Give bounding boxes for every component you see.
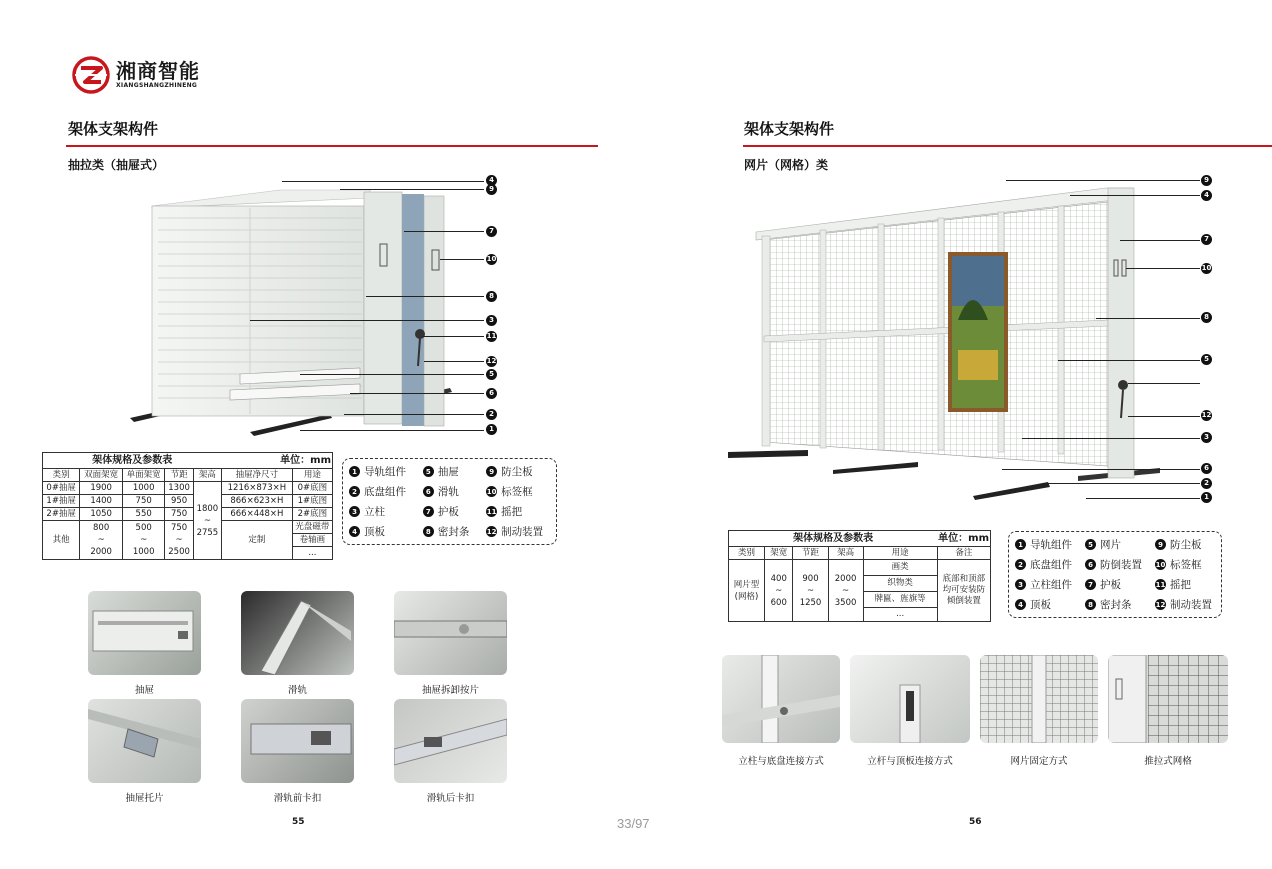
callout-line <box>1022 438 1200 439</box>
table-row <box>43 508 333 521</box>
callout-line <box>1096 318 1200 319</box>
table-cell: 0#底图 <box>292 482 332 495</box>
table-cell <box>292 521 332 560</box>
thumb-caption: 推拉式网格 <box>1144 756 1192 767</box>
legend-label: 导轨组件 <box>1030 539 1072 551</box>
range-max: 600 <box>770 597 787 608</box>
callout-2: 2 <box>486 409 497 420</box>
use-item: 卷轴画 <box>293 534 332 547</box>
callout-6: 6 <box>486 388 497 399</box>
callout-line <box>1002 469 1200 470</box>
legend-label: 制动装置 <box>501 526 544 538</box>
legend-item <box>1155 537 1215 552</box>
thumb-caption: 立杆与顶板连接方式 <box>867 756 953 767</box>
use-item: ... <box>308 548 317 558</box>
table-header: 抽屉净尺寸 <box>222 469 293 482</box>
table-cell: 750 <box>165 508 193 521</box>
callout-line <box>250 320 484 321</box>
legend-label: 密封条 <box>1100 599 1132 611</box>
table-row <box>43 482 333 495</box>
spec-table-title: 架体规格及参数表 <box>43 453 222 469</box>
legend-number: 11 <box>1155 580 1166 589</box>
table-cell: 1900 <box>80 482 123 495</box>
table-cell-height <box>193 482 221 560</box>
range-sep: ~ <box>842 585 850 596</box>
legend-item <box>486 484 550 499</box>
legend-number: 8 <box>1085 599 1096 610</box>
range-sep: ~ <box>775 585 783 596</box>
table-cell <box>80 521 123 560</box>
callout-line <box>1128 416 1200 417</box>
legend-number: 10 <box>1155 560 1166 569</box>
section-title: 架体支架构件 <box>744 120 835 138</box>
callout-line <box>424 361 484 362</box>
thumb-caption: 滑轨后卡扣 <box>426 793 475 804</box>
callout-9: 9 <box>486 184 497 195</box>
table-header: 单面架宽 <box>122 469 165 482</box>
table-cell: 1050 <box>80 508 123 521</box>
callout-11: 11 <box>486 332 497 340</box>
callout-line <box>440 259 484 260</box>
range-sep: ~ <box>806 585 815 596</box>
legend-label: 底盘组件 <box>364 486 406 498</box>
callout-10: 10 <box>486 255 497 263</box>
page-number: 56 <box>969 817 982 827</box>
legend-item <box>1085 537 1145 552</box>
legend-label: 摇把 <box>501 506 523 518</box>
use-item: 画类 <box>864 560 937 576</box>
use-item: ... <box>896 609 905 619</box>
legend-number: 2 <box>1015 559 1026 570</box>
callout-line <box>344 414 484 415</box>
legend-item <box>349 524 413 539</box>
drawer-release-photo <box>394 591 507 675</box>
table-row <box>729 560 991 622</box>
legend-number: 5 <box>423 466 434 477</box>
legend-label: 顶板 <box>1030 599 1051 611</box>
height-sep: ~ <box>203 515 211 526</box>
legend-item <box>349 464 413 479</box>
drawer-cabinet-illustration <box>130 178 460 444</box>
range-max: 3500 <box>834 597 857 608</box>
legend-label: 护板 <box>1100 579 1121 591</box>
table-header: 类别 <box>43 469 80 482</box>
range-min: 2000 <box>834 573 857 584</box>
legend-item <box>349 484 413 499</box>
thumb-caption: 抽屉托片 <box>125 793 164 804</box>
legend-number: 12 <box>486 527 497 536</box>
mesh-panel-illustration <box>728 180 1168 509</box>
callout-1: 1 <box>486 424 497 435</box>
legend-label: 摇把 <box>1170 579 1191 591</box>
brand-name-en: XIANGSHANGZHINENG <box>116 82 198 89</box>
callout-line <box>422 336 484 337</box>
legend-item <box>1085 597 1145 612</box>
thumb-caption: 滑轨前卡扣 <box>273 793 322 804</box>
legend-item <box>1155 557 1215 572</box>
callout-5: 5 <box>486 369 497 380</box>
callout-8: 8 <box>1201 312 1212 323</box>
table-cell: 1400 <box>80 495 123 508</box>
callout-line <box>300 374 484 375</box>
table-cell: 底部和顶部均可安装防倾倒装置 <box>937 560 990 622</box>
table-cell: 定制 <box>222 521 293 560</box>
callout-line <box>1120 240 1200 241</box>
legend-label: 标签框 <box>1170 559 1202 571</box>
legend-label: 底盘组件 <box>1030 559 1072 571</box>
legend-number: 4 <box>1015 599 1026 610</box>
legend-number: 7 <box>423 506 434 517</box>
page-number: 55 <box>292 817 305 827</box>
table-cell: 750 <box>122 495 165 508</box>
legend-number: 6 <box>1085 559 1096 570</box>
pole-top-photo <box>850 655 970 743</box>
callout-3: 3 <box>1201 432 1212 443</box>
legend-item <box>1015 597 1075 612</box>
range-max: 2500 <box>168 547 190 557</box>
callout-line <box>1058 360 1200 361</box>
spec-table-unit: 单位：mm <box>937 531 990 547</box>
legend-item <box>1015 537 1075 552</box>
callout-12: 12 <box>1201 411 1212 419</box>
callout-line <box>340 189 484 190</box>
legend-label: 顶板 <box>364 526 385 538</box>
legend-label: 导轨组件 <box>364 466 406 478</box>
section-title: 架体支架构件 <box>68 120 159 138</box>
height-max: 2755 <box>196 527 219 538</box>
range-min: 500 <box>135 523 152 533</box>
legend-number: 1 <box>1015 539 1026 550</box>
legend-label: 立柱 <box>364 506 385 518</box>
legend-item <box>423 464 476 479</box>
legend-number: 1 <box>349 466 360 477</box>
table-header: 架高 <box>193 469 221 482</box>
callout-9: 9 <box>1201 175 1212 186</box>
range-min: 750 <box>170 523 188 533</box>
callout-line <box>1128 383 1200 384</box>
range-sep: ~ <box>175 535 183 545</box>
rail-rear-clip-photo <box>394 699 507 783</box>
height-min: 1800 <box>196 503 219 514</box>
table-cell: 其他 <box>43 521 80 560</box>
right-page <box>636 0 1272 869</box>
range-max: 1000 <box>132 547 155 557</box>
callout-12: 12 <box>486 357 497 365</box>
table-cell <box>863 560 937 622</box>
table-cell: 1#底图 <box>292 495 332 508</box>
legend-item <box>1015 557 1075 572</box>
column-chassis-photo <box>722 655 840 743</box>
legend-item <box>1085 557 1145 572</box>
table-header: 类别 <box>729 547 765 560</box>
callout-7: 7 <box>486 226 497 237</box>
table-row <box>43 495 333 508</box>
callout-8: 8 <box>486 291 497 302</box>
table-cell: 0#抽屉 <box>43 482 80 495</box>
parts-legend <box>342 458 557 545</box>
legend-number: 7 <box>1085 579 1096 590</box>
legend-number: 3 <box>349 506 360 517</box>
thumb-caption: 抽屉 <box>134 685 154 696</box>
title-divider <box>743 145 1272 147</box>
legend-number: 6 <box>423 486 434 497</box>
callout-line <box>350 393 484 394</box>
legend-item <box>1155 597 1215 612</box>
legend-label: 防倒装置 <box>1100 559 1142 571</box>
range-sep: ~ <box>97 535 105 545</box>
spec-table-unit: 单位：mm <box>222 453 333 469</box>
table-cell: 950 <box>165 495 193 508</box>
callout-6: 6 <box>1201 463 1212 474</box>
legend-label: 标签框 <box>501 486 533 498</box>
legend-label: 防尘板 <box>1170 539 1202 551</box>
logo-icon <box>72 56 110 94</box>
range-min: 800 <box>93 523 110 533</box>
callout-line <box>1070 195 1200 196</box>
table-cell <box>793 560 828 622</box>
callout-1: 1 <box>1201 492 1212 503</box>
legend-number: 9 <box>1155 539 1166 550</box>
table-header: 备注 <box>937 547 990 560</box>
legend-number: 11 <box>486 507 497 516</box>
range-max: 1250 <box>799 597 822 608</box>
table-cell: 1#抽屉 <box>43 495 80 508</box>
table-header: 架宽 <box>765 547 793 560</box>
callout-line <box>300 430 484 431</box>
table-cell <box>765 560 793 622</box>
spec-table-title: 架体规格及参数表 <box>729 531 938 547</box>
parts-legend <box>1008 531 1222 618</box>
slide-rail-photo <box>241 591 354 675</box>
drawer-bracket-photo <box>88 699 201 783</box>
legend-number: 10 <box>486 487 497 496</box>
legend-item <box>486 464 550 479</box>
callout-line <box>1042 483 1200 484</box>
legend-item <box>486 524 550 539</box>
use-item: 牌匾、旌旗等 <box>864 592 937 608</box>
thumb-caption: 网片固定方式 <box>1010 756 1068 767</box>
brand-logo <box>72 56 200 94</box>
spec-table <box>728 530 991 622</box>
table-header: 节距 <box>165 469 193 482</box>
legend-number: 4 <box>349 526 360 537</box>
callout-line <box>366 296 484 297</box>
legend-label: 护板 <box>437 506 459 518</box>
push-pull-mesh-photo <box>1108 655 1228 743</box>
callout-line <box>1006 180 1200 181</box>
rail-front-clip-photo <box>241 699 354 783</box>
use-item: 光盘磁带 <box>293 521 332 534</box>
table-cell: 2#抽屉 <box>43 508 80 521</box>
callout-7: 7 <box>1201 234 1212 245</box>
drawer-photo <box>88 591 201 675</box>
legend-item <box>1015 577 1075 592</box>
thumb-caption: 滑轨 <box>287 685 307 696</box>
table-cell <box>828 560 863 622</box>
table-header: 用途 <box>292 469 332 482</box>
table-cell <box>165 521 193 560</box>
table-cell: 666×448×H <box>222 508 293 521</box>
table-cell: 1216×873×H <box>222 482 293 495</box>
legend-number: 12 <box>1155 600 1166 609</box>
table-header: 双面架宽 <box>80 469 123 482</box>
callout-4: 4 <box>1201 190 1212 201</box>
table-header: 架高 <box>828 547 863 560</box>
legend-number: 3 <box>1015 579 1026 590</box>
table-cell: 2#底图 <box>292 508 332 521</box>
legend-number: 5 <box>1085 539 1096 550</box>
table-cell: 550 <box>122 508 165 521</box>
callout-5: 5 <box>1201 354 1212 365</box>
legend-label: 立柱组件 <box>1030 579 1072 591</box>
table-cell: 网片型(网格) <box>729 560 765 622</box>
legend-label: 网片 <box>1100 539 1121 551</box>
legend-item <box>486 504 550 519</box>
legend-number: 9 <box>486 466 497 477</box>
sub-title: 抽拉类（抽屉式） <box>68 158 165 172</box>
callout-2: 2 <box>1201 478 1212 489</box>
spec-table <box>42 452 333 560</box>
legend-item <box>1155 577 1215 592</box>
callout-line <box>282 181 484 182</box>
legend-number: 8 <box>423 526 434 537</box>
callout-4: 4 <box>486 175 497 186</box>
title-divider <box>66 145 598 147</box>
legend-item <box>423 484 476 499</box>
sub-title: 网片（网格）类 <box>744 158 829 172</box>
legend-label: 滑轨 <box>437 486 459 498</box>
range-max: 2000 <box>90 547 112 557</box>
legend-label: 防尘板 <box>501 466 533 478</box>
thumb-caption: 抽屉拆卸按片 <box>421 685 479 696</box>
legend-item <box>349 504 413 519</box>
use-item: 织物类 <box>864 576 937 592</box>
callout-line <box>404 231 484 232</box>
legend-item <box>423 524 476 539</box>
range-min: 400 <box>770 573 787 584</box>
legend-label: 密封条 <box>437 526 470 538</box>
range-sep: ~ <box>140 535 148 545</box>
table-header: 节距 <box>793 547 828 560</box>
legend-item <box>1085 577 1145 592</box>
callout-3: 3 <box>486 315 497 326</box>
brand-name-cn: 湘商智能 <box>116 59 200 83</box>
table-cell: 1000 <box>122 482 165 495</box>
callout-line <box>1126 268 1200 269</box>
legend-item <box>423 504 476 519</box>
callout-line <box>1086 498 1200 499</box>
viewer-page-indicator: 33/97 <box>617 816 650 831</box>
legend-label: 抽屉 <box>437 466 459 478</box>
legend-label: 制动装置 <box>1170 599 1212 611</box>
table-row <box>43 521 333 560</box>
thumb-caption: 立柱与底盘连接方式 <box>738 756 824 767</box>
table-cell: 866×623×H <box>222 495 293 508</box>
callout-10: 10 <box>1201 264 1212 272</box>
legend-number: 2 <box>349 486 360 497</box>
table-header: 用途 <box>863 547 937 560</box>
mesh-fixing-photo <box>980 655 1098 743</box>
table-cell <box>122 521 165 560</box>
range-min: 900 <box>802 573 819 584</box>
table-cell: 1300 <box>165 482 193 495</box>
